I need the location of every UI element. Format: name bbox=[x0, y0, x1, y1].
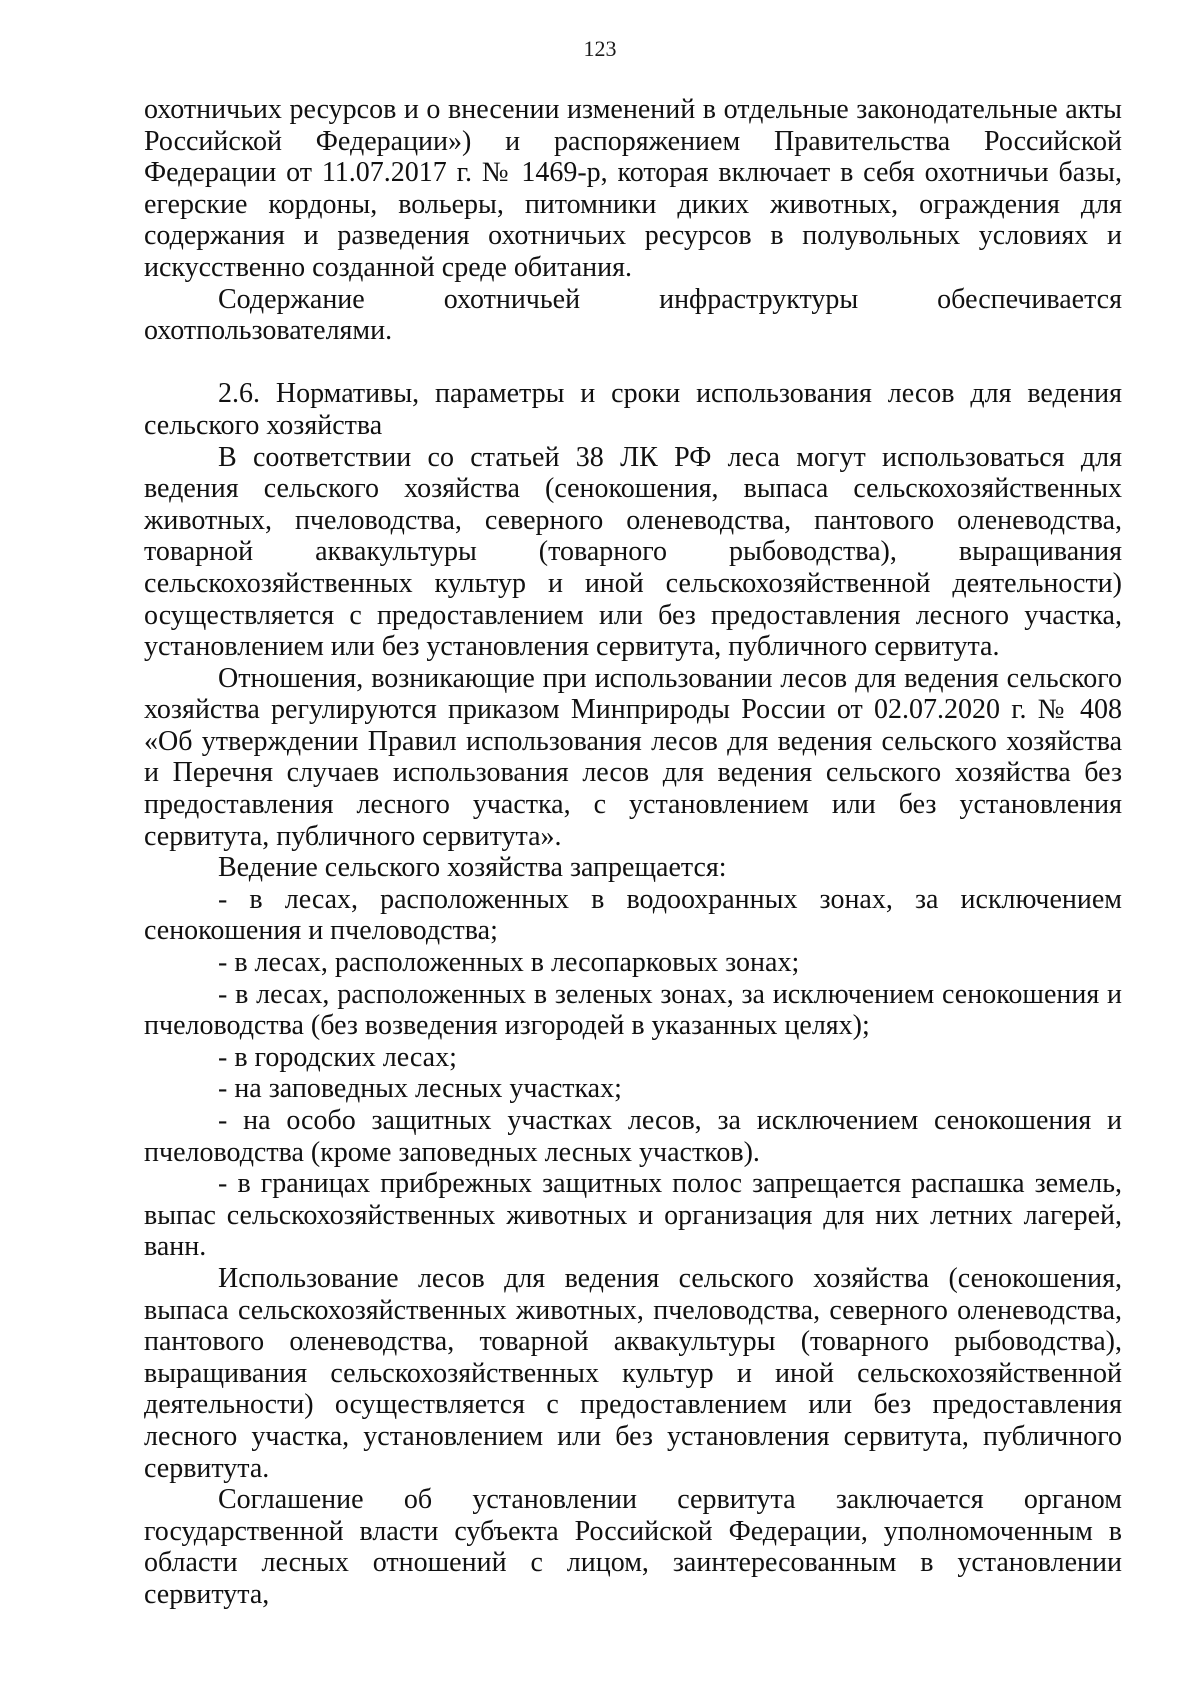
paragraph-servitude-agreement: Соглашение об установлении сервитута заключается органом государственной власти субъекта Российской Федерации, уполномоченным в области лесных отношений с лицом, заинтересованным в установлении сервитута, bbox=[144, 1484, 1122, 1610]
paragraph-infrastructure: Содержание охотничьей инфраструктуры обеспечивается охотпользователями. bbox=[144, 283, 1122, 347]
paragraph-article-38: В соответствии со статьей 38 ЛК РФ леса могут использоваться для ведения сельского хозяйства (сенокошения, выпаса сельскохозяйственных животных, пчеловодства, северного оленеводства, пантового оленеводства, товарной аквакультуры (товарного рыбоводства), выращивания сельскохозяйственных культур и иной сельскохозяйственной деятельности) осуществляется с предоставлением или без предоставления лесного участка, установлением или без установления сервитута, публичного сервитута. bbox=[144, 441, 1122, 663]
paragraph-usage: Использование лесов для ведения сельского хозяйства (сенокошения, выпаса сельскохозяйственных животных, пчеловодства, северного оленеводства, пантового оленеводства, товарной аквакультуры (товарного рыбоводства), выращивания сельскохозяйственных культур и иной сельскохозяйственной деятельности) осуществляется с предоставлением или без предоставления лесного участка, установлением или без установления сервитута, публичного сервитута. bbox=[144, 1262, 1122, 1484]
list-item-coastal-strips: - в границах прибрежных защитных полос запрещается распашка земель, выпас сельскохозяйственных животных и организация для них летних лагерей, ванн. bbox=[144, 1168, 1122, 1263]
list-item-urban-forests: - в городских лесах; bbox=[218, 1041, 457, 1073]
paragraph-prohibited-intro: Ведение сельского хозяйства запрещается: bbox=[218, 852, 727, 884]
paragraph-continuation: охотничьих ресурсов и о внесении изменений в отдельные законодательные акты Российской Федерации») и распоряжением Правительства Российской Федерации от 11.07.2017 г. № 1469-р, которая включает в себя охотничьи базы, егерские кордоны, вольеры, питомники диких животных, ограждения для содержания и разведения охотничьих ресурсов в полувольных условиях и искусственно созданной среде обитания. bbox=[144, 94, 1122, 283]
list-item-water-protection: - в лесах, расположенных в водоохранных зонах, за исключением сенокошения и пчеловодства; bbox=[144, 883, 1122, 947]
list-item-protective-plots: - на особо защитных участках лесов, за исключением сенокошения и пчеловодства (кроме заповедных лесных участков). bbox=[144, 1105, 1122, 1168]
section-heading-2-6: 2.6. Нормативы, параметры и сроки использования лесов для ведения сельского хозяйства bbox=[144, 378, 1122, 441]
document-body bbox=[144, 94, 1122, 1611]
list-item-forest-park: - в лесах, расположенных в лесопарковых зонах; bbox=[218, 947, 800, 979]
list-item-green-zones: - в лесах, расположенных в зеленых зонах, за исключением сенокошения и пчеловодства (без возведения изгородей в указанных целях); bbox=[144, 978, 1122, 1042]
paragraph-order-408: Отношения, возникающие при использовании лесов для ведения сельского хозяйства регулируются приказом Минприроды России от 02.07.2020 г. № 408 «Об утверждении Правил использования лесов для ведения сельского хозяйства и Перечня случаев использования лесов для ведения сельского хозяйства без предоставления лесного участка, с установлением или без установления сервитута, публичного сервитута». bbox=[144, 662, 1122, 852]
list-item-reserved-plots: - на заповедных лесных участках; bbox=[218, 1073, 622, 1105]
page-number: 123 bbox=[583, 36, 617, 61]
